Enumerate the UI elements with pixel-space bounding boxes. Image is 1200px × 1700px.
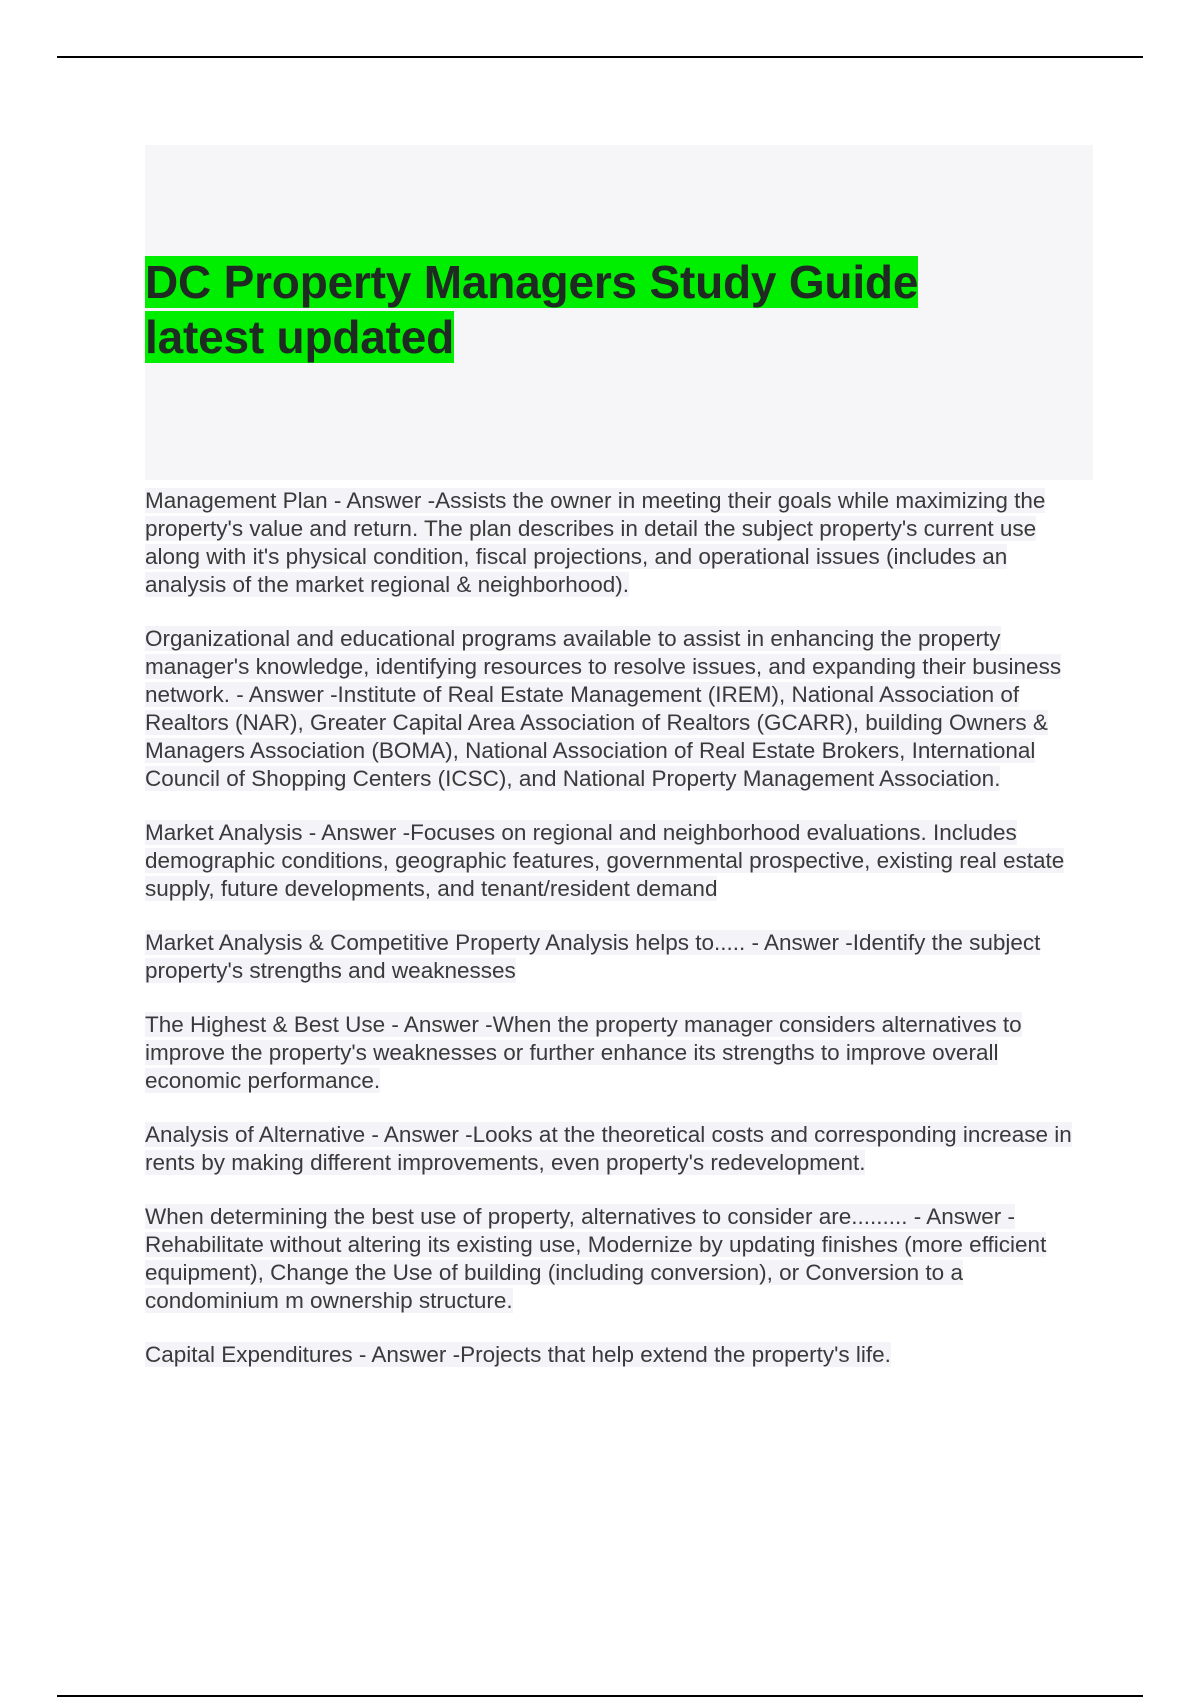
page-top-rule — [57, 56, 1143, 58]
qa-entry — [145, 819, 1093, 903]
qa-entry — [145, 625, 1093, 793]
qa-entry-text: When determining the best use of property, alternatives to consider are......... - Answer -Rehabilitate without altering its existing use, Modernize by updating finishes (more efficient equipment), Change the Use of building (including conversion), or Conversion to a condominium m ownership structure. — [145, 1204, 1047, 1313]
qa-entry-text: The Highest & Best Use - Answer -When the property manager considers alternatives to improve the property's weaknesses or further enhance its strengths to improve overall economic performance. — [145, 1012, 1022, 1093]
qa-entry — [145, 1121, 1093, 1177]
page-bottom-rule — [57, 1695, 1143, 1697]
qa-entry-text: Analysis of Alternative - Answer -Looks at the theoretical costs and corresponding increase in rents by making different improvements, even property's redevelopment. — [145, 1122, 1072, 1175]
qa-entry-text: Capital Expenditures - Answer -Projects that help extend the property's life. — [145, 1342, 891, 1367]
qa-entry — [145, 487, 1093, 599]
qa-entry — [145, 1203, 1093, 1315]
qa-entry — [145, 1011, 1093, 1095]
qa-list — [145, 487, 1093, 1369]
qa-entry — [145, 929, 1093, 985]
qa-entry-text: Market Analysis - Answer -Focuses on regional and neighborhood evaluations. Includes demographic conditions, geographic features, governmental prospective, existing real estate supply, future developments, and tenant/resident demand — [145, 820, 1065, 901]
document-title — [145, 255, 985, 365]
qa-entry — [145, 1341, 1093, 1369]
qa-entry-text: Market Analysis & Competitive Property Analysis helps to..... - Answer -Identify the subject property's strengths and weaknesses — [145, 930, 1041, 983]
title-highlight: DC Property Managers Study Guide latest updated — [145, 256, 919, 363]
document-body — [145, 145, 1093, 1395]
qa-entry-text: Organizational and educational programs available to assist in enhancing the property manager's knowledge, identifying resources to resolve issues, and expanding their business network. - Answer -Institute of Real Estate Management (IREM), National Association of Realtors (NAR), Greater Capital Area Association of Realtors (GCARR), building Owners & Managers Association (BOMA), National Association of Real Estate Brokers, International Council of Shopping Centers (ICSC), and National Property Management Association. — [145, 626, 1062, 791]
title-section — [145, 145, 1093, 480]
qa-entry-text: Management Plan - Answer -Assists the owner in meeting their goals while maximizing the property's value and return. The plan describes in detail the subject property's current use along with it's physical condition, fiscal projections, and operational issues (includes an analysis of the market regional & neighborhood). — [145, 488, 1046, 597]
